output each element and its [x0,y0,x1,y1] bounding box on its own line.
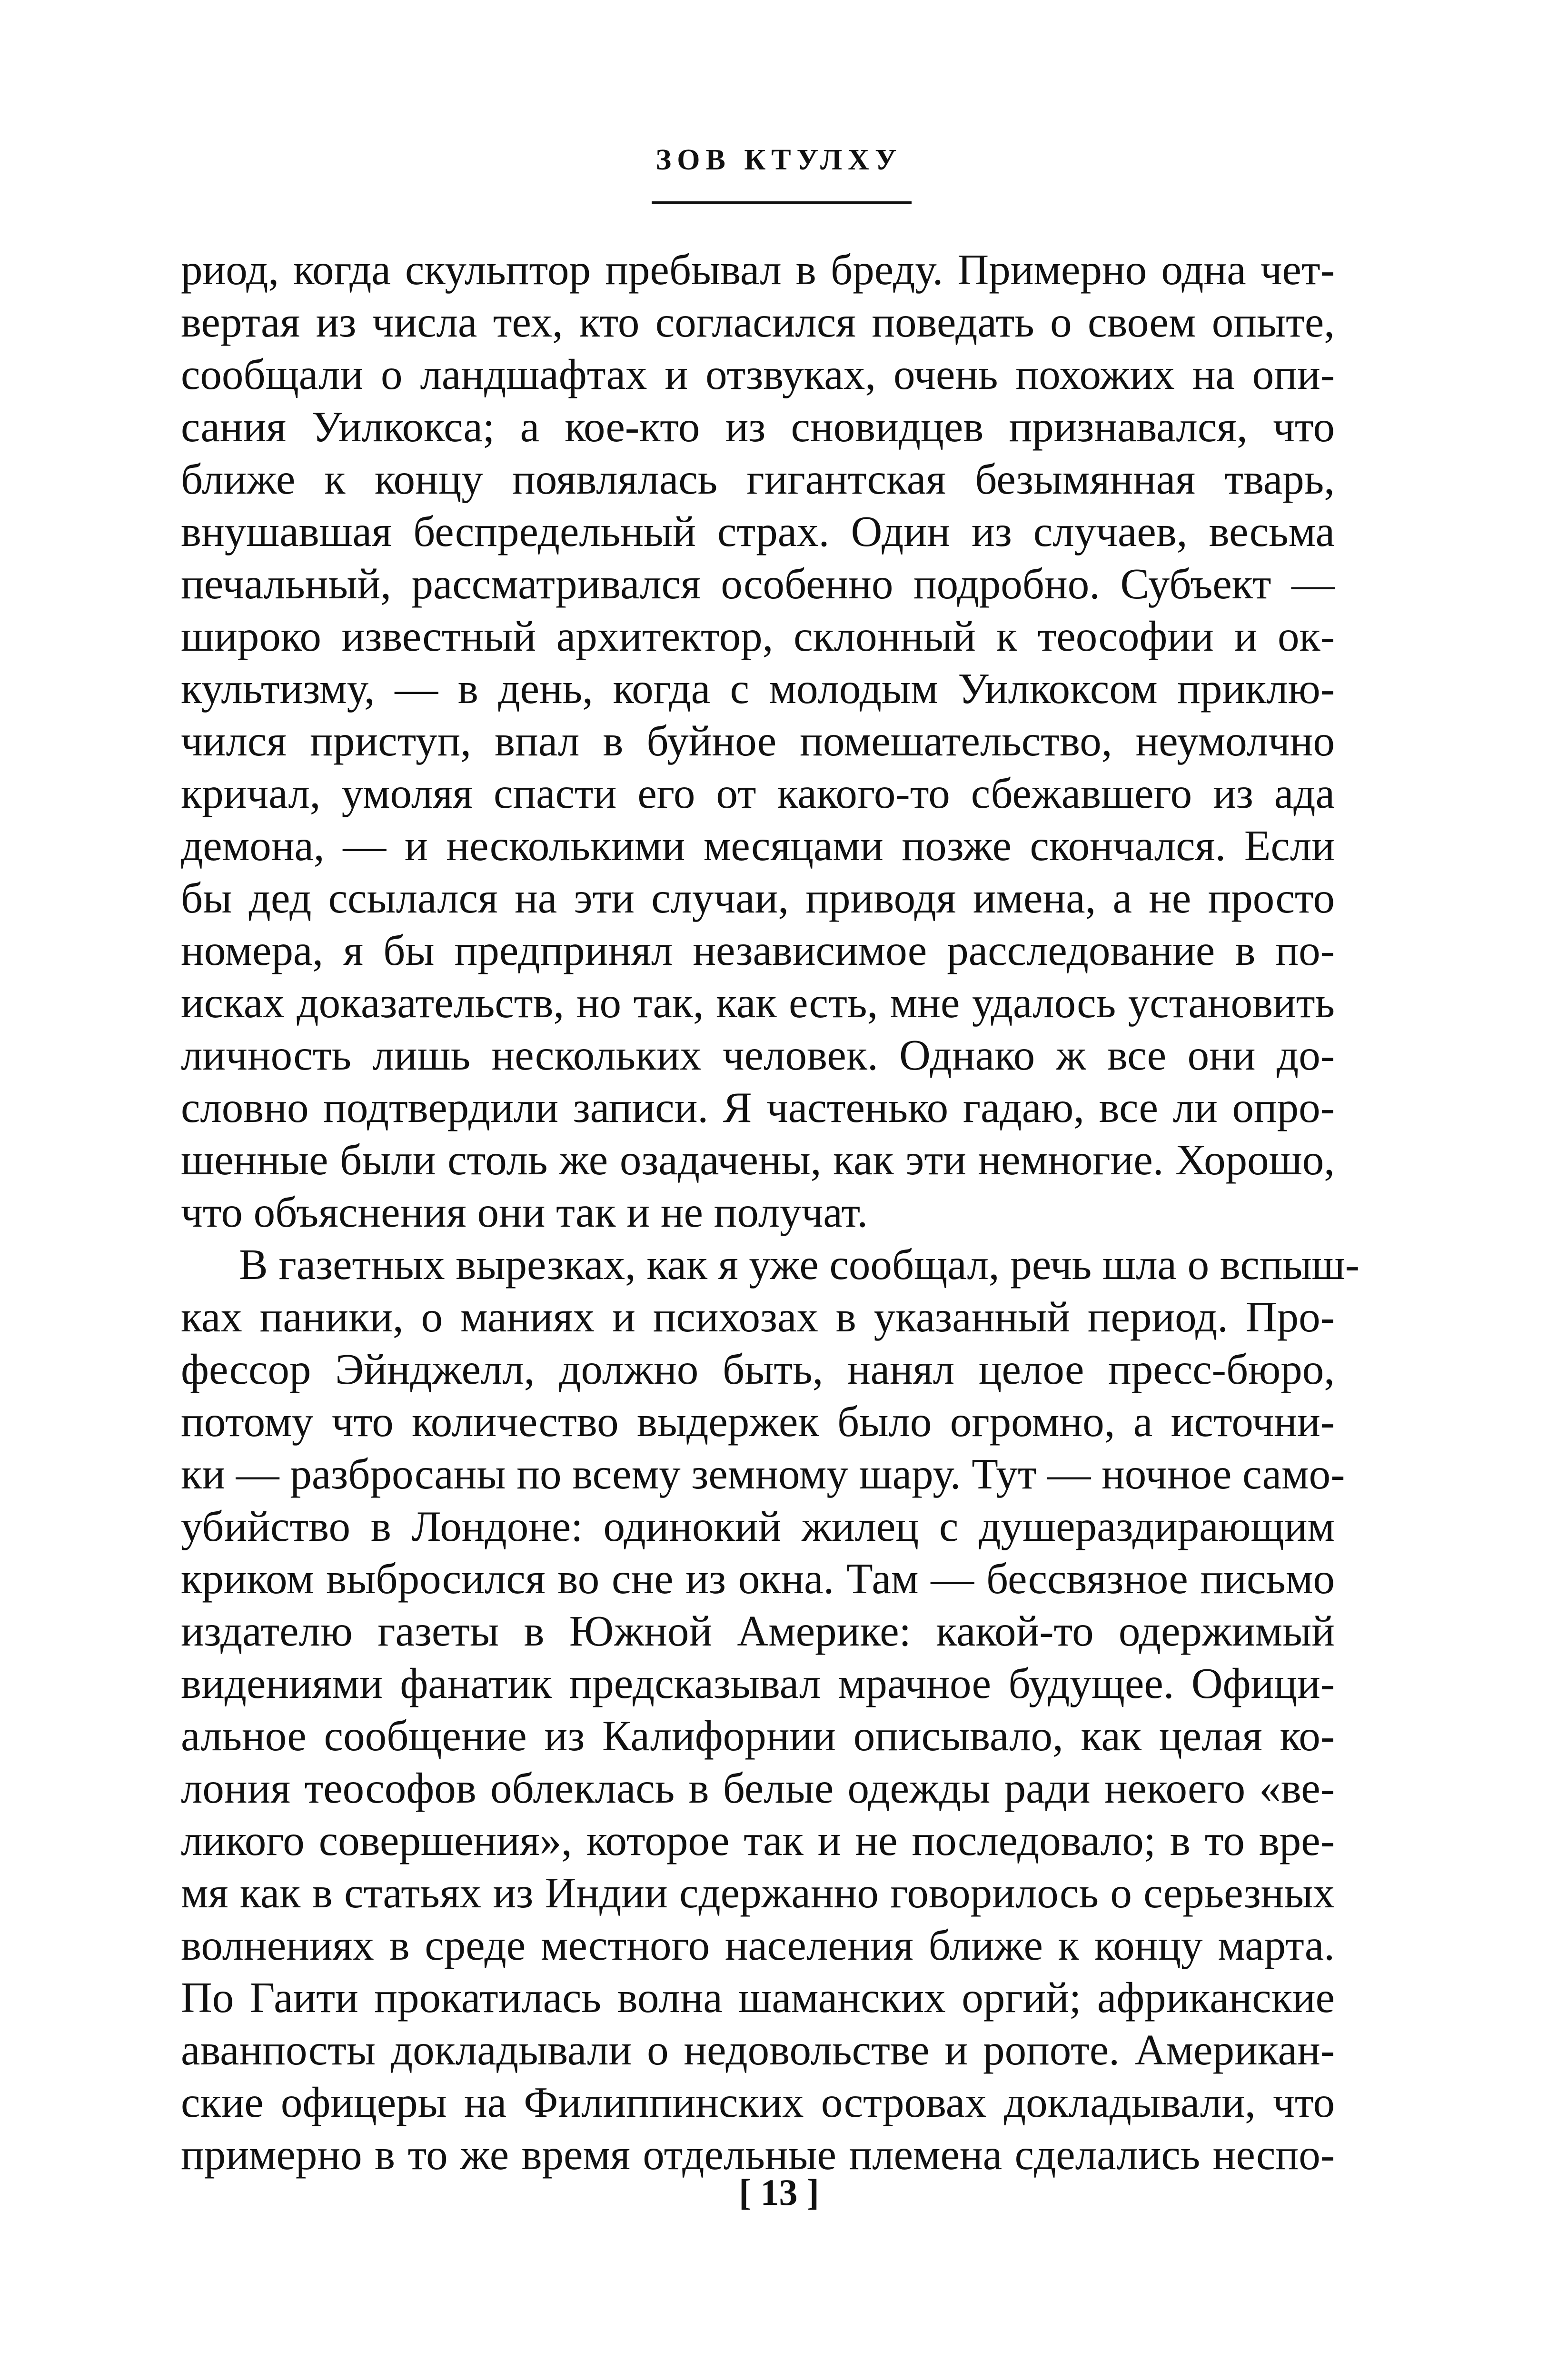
body-text [181,244,1360,2181]
text-line: риод, когда скульптор пребывал в бреду. Примерно одна чет- [181,246,1335,294]
text-line: сания Уилкокса; а кое-кто из сновидцев признавался, что [181,403,1335,451]
text-line: кричал, умоляя спасти его от какого-то сбежавшего из ада [181,769,1335,817]
text-line: В газетных вырезках, как я уже сообщал, речь шла о вспыш- [239,1240,1360,1289]
text-line: аванпосты докладывали о недовольстве и ропоте. Американ- [181,2026,1335,2074]
header-rule [652,201,912,204]
text-line: шенные были столь же озадачены, как эти немногие. Хорошо, [181,1136,1335,1184]
page-number: [ 13 ] [739,2172,819,2213]
text-line: криком выбросился во сне из окна. Там — бессвязное письмо [181,1555,1335,1603]
text-line: культизму, — в день, когда с молодым Уилкоксом приклю- [181,664,1335,713]
text-line: ликого совершения», которое так и не последовало; в то вре- [181,1816,1335,1864]
text-line: демона, — и несколькими месяцами позже скончался. Если [181,822,1335,870]
text-line: ские офицеры на Филиппинских островах докладывали, что [181,2078,1335,2126]
text-line: внушавшая беспредельный страх. Один из случаев, весьма [181,507,1335,555]
text-line: издателю газеты в Южной Америке: какой-то одержимый [181,1607,1335,1655]
text-line: сообщали о ландшафтах и отзвуках, очень похожих на опи- [181,350,1335,398]
text-line: ки — разбросаны по всему земному шару. Тут — ночное само- [181,1450,1345,1498]
text-line: бы дед ссылался на эти случаи, приводя имена, а не просто [181,874,1335,922]
text-line: альное сообщение из Калифорнии описывало, как целая ко- [181,1712,1335,1760]
text-line: волнениях в среде местного населения ближе к концу марта. [181,1921,1335,1969]
text-line: личность лишь нескольких человек. Однако ж все они до- [181,1031,1335,1079]
text-line: примерно в то же время отдельные племена сделались неспо- [181,2131,1335,2179]
text-line: словно подтвердили записи. Я частенько гадаю, все ли опро- [181,1083,1335,1131]
text-line: ках паники, о маниях и психозах в указанный период. Про- [181,1293,1335,1341]
text-line: потому что количество выдержек было огромно, а источни- [181,1398,1335,1446]
text-line: печальный, рассматривался особенно подробно. Субъект — [181,560,1335,608]
text-line: чился приступ, впал в буйное помешательство, неумолчно [181,717,1335,765]
text-line: номера, я бы предпринял независимое расследование в по- [181,926,1335,974]
running-head: ЗОВ КТУЛХУ [655,144,903,176]
text-line: лония теософов облеклась в белые одежды ради некоего «ве- [181,1764,1335,1812]
text-line: фессор Эйнджелл, должно быть, нанял целое пресс-бюро, [181,1345,1335,1393]
text-line: ближе к концу появлялась гигантская безымянная тварь, [181,455,1335,503]
text-line: широко известный архитектор, склонный к теософии и ок- [181,612,1335,660]
text-line: вертая из числа тех, кто согласился поведать о своем опыте, [181,298,1335,346]
text-line: видениями фанатик предсказывал мрачное будущее. Офици- [181,1659,1335,1707]
text-line: исках доказательств, но так, как есть, мне удалось установить [181,979,1335,1027]
text-line: мя как в статьях из Индии сдержанно говорилось о серьезных [181,1869,1335,1917]
text-line: По Гаити прокатилась волна шаманских оргий; африканские [181,1973,1335,2022]
text-line: убийство в Лондоне: одинокий жилец с душераздирающим [181,1502,1335,1550]
text-line: что объяснения они так и не получат. [181,1188,868,1236]
